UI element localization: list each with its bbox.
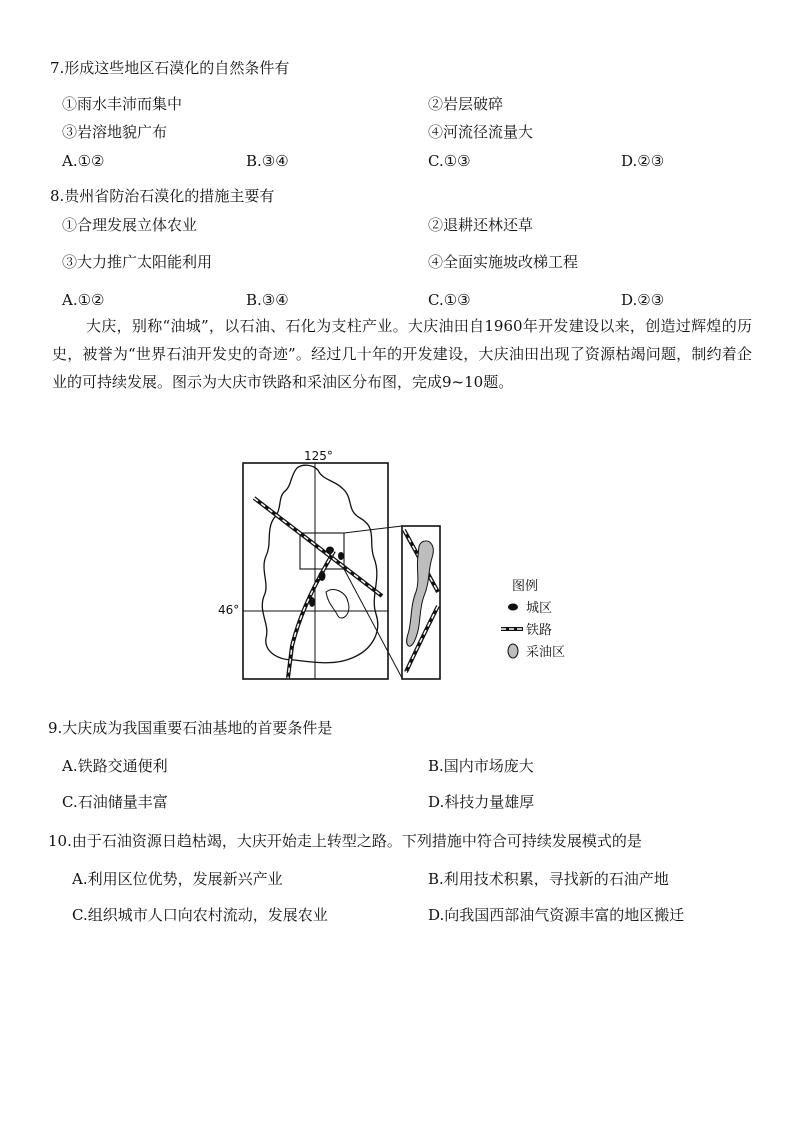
q8-item-1: ①合理发展立体农业 [62, 216, 198, 234]
passage-text: 大庆，别称“油城”，以石油、石化为支柱产业。大庆油田自1960年开发建设以来，创造过辉煌的历史，被誉为“世界石油开发史的奇迹”。经过几十年的开发建设，大庆油田出现了资源枯竭问题，制约着企业的可持续发展。图示为大庆市铁路和采油区分布图，完成9~10题。 [52, 317, 752, 391]
q7-choice-a: A.①② [62, 152, 105, 170]
q10-choice-c: C.组织城市人口向农村流动，发展农业 [72, 906, 328, 924]
urban-area-1 [326, 547, 334, 554]
q8-choice-b: B.③④ [246, 291, 289, 309]
urban-area-2 [338, 552, 344, 560]
question-8-stem: 8.贵州省防治石漠化的措施主要有 [50, 187, 275, 205]
question-9-stem: 9.大庆成为我国重要石油基地的首要条件是 [48, 719, 333, 737]
urban-area-4 [309, 597, 315, 607]
q9-choice-c: C.石油储量丰富 [62, 793, 168, 811]
q7-choice-c: C.①③ [428, 152, 471, 170]
q7-item-1: ①雨水丰沛而集中 [62, 95, 183, 113]
daqing-passage [52, 312, 752, 396]
q10-choice-b: B.利用技术积累，寻找新的石油产地 [428, 870, 669, 888]
longitude-label: 125° [304, 449, 333, 463]
q8-item-2: ②退耕还林还草 [428, 216, 534, 234]
latitude-label: 46° [218, 603, 240, 617]
q9-choice-a: A.铁路交通便利 [62, 757, 168, 775]
q8-item-3: ③大力推广太阳能利用 [62, 253, 213, 271]
q9-choice-b: B.国内市场庞大 [428, 757, 534, 775]
inset-connector-top [344, 526, 402, 533]
q8-choice-a: A.①② [62, 291, 105, 309]
legend-oil-field-symbol [508, 644, 518, 658]
lake-outline [326, 590, 349, 618]
q7-choice-b: B.③④ [246, 152, 289, 170]
q8-choice-c: C.①③ [428, 291, 471, 309]
daqing-map [218, 446, 582, 684]
q9-choice-d: D.科技力量雄厚 [428, 793, 535, 811]
question-7-stem: 7.形成这些地区石漠化的自然条件有 [50, 59, 290, 77]
q8-item-4: ④全面实施坡改梯工程 [428, 253, 579, 271]
city-boundary [262, 465, 377, 663]
urban-area-3 [319, 571, 326, 581]
q7-item-3: ③岩溶地貌广布 [62, 123, 168, 141]
q7-item-4: ④河流径流量大 [428, 123, 534, 141]
railway-main-south [288, 551, 334, 678]
q10-choice-a: A.利用区位优势，发展新兴产业 [72, 870, 283, 888]
legend-oil-field-label: 采油区 [526, 645, 566, 660]
legend-title: 图例 [512, 579, 539, 594]
legend-urban-symbol [508, 604, 518, 611]
oil-field-inset [407, 541, 434, 646]
q7-choice-d: D.②③ [621, 152, 665, 170]
legend-railway-label: 铁路 [526, 623, 553, 638]
q7-item-2: ②岩层破碎 [428, 95, 504, 113]
q10-choice-d: D.向我国西部油气资源丰富的地区搬迁 [428, 906, 685, 924]
legend-urban-label: 城区 [526, 601, 553, 616]
q8-choice-d: D.②③ [621, 291, 665, 309]
inset-connector-bottom [344, 569, 402, 678]
question-10-stem: 10.由于石油资源日趋枯竭，大庆开始走上转型之路。下列措施中符合可持续发展模式的是 [48, 832, 642, 850]
